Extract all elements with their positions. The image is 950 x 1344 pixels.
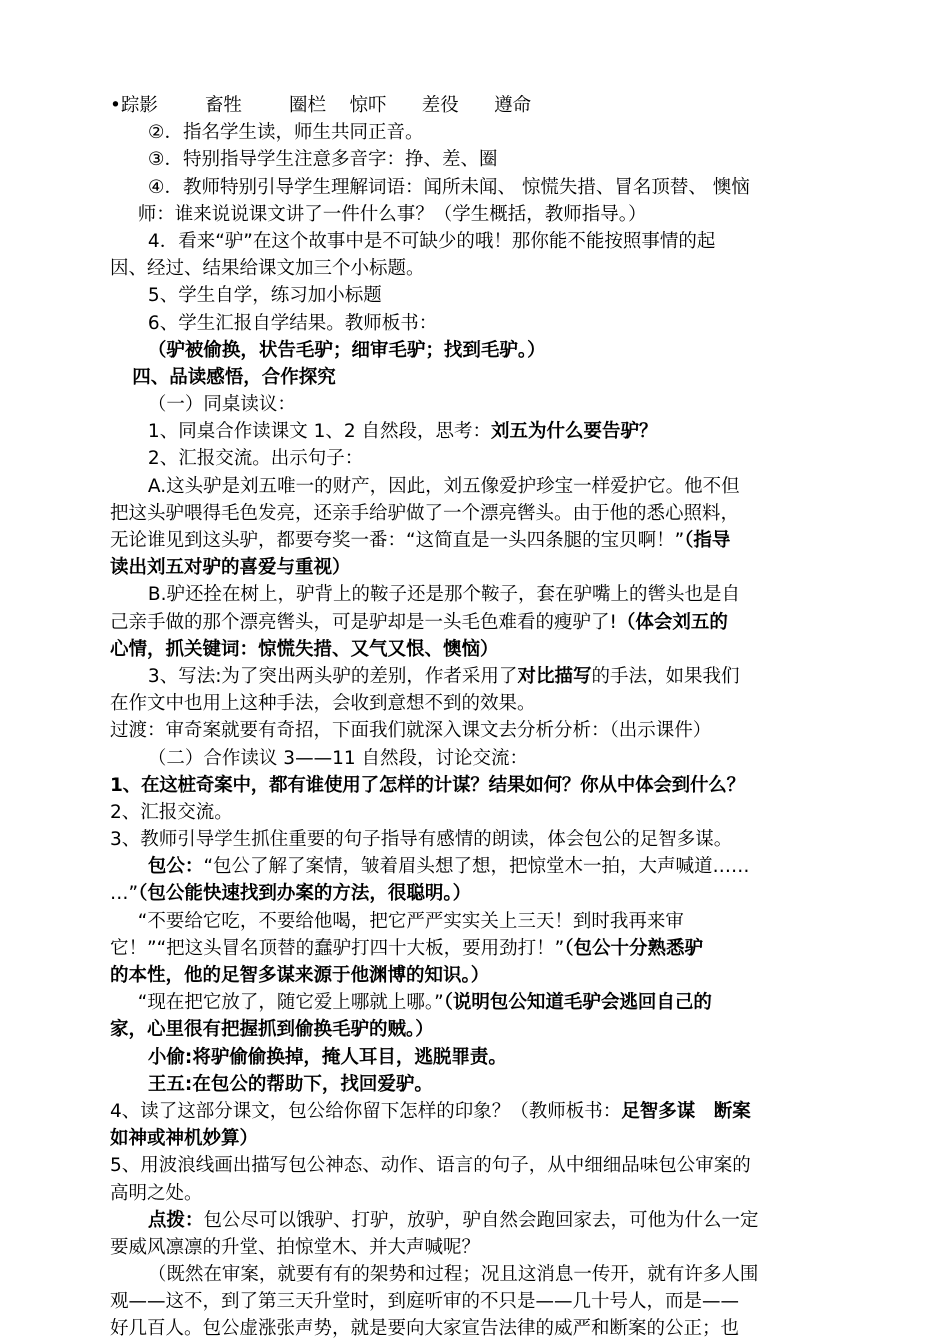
text-line-34-normal: “现在把它放了，随它爱上哪就上哪。” [137, 992, 444, 1014]
text-line-35: 家，心里很有把握抓到偷换毛驴的贼。） [110, 1019, 434, 1041]
text-line-28: 3、教师引导学生抓住重要的句子指导有感情的朗读，体会包公的足智多谋。 [110, 829, 733, 851]
text-line-14: 2、汇报交流。出示句子： [147, 448, 364, 470]
text-line-12: （一）同桌读议： [147, 394, 296, 416]
text-line-34 [110, 989, 832, 1016]
text-line-16: 把这头驴喂得毛色发亮，还亲手给驴做了一个漂亮辔头。由于他的悉心照料， [110, 502, 740, 524]
text-line-40: 5、用波浪线画出描写包公神态、动作、语言的句子，从中细细品味包公审案的 [110, 1155, 751, 1177]
text-line-44: （既然在审案，就要有有的架势和过程；况且这消息一传开，就有许多人围 [147, 1264, 759, 1286]
text-line-38-normal: 4、读了这部分课文，包公给你留下怎样的印象？（教师板书： [110, 1100, 622, 1122]
text-line-17-bold: （指导 [684, 530, 731, 551]
text-line-13-normal: 1、同桌合作读课文 1、2 自然段，思考： [147, 421, 491, 443]
text-line-42-bold: 点拨： [147, 1209, 204, 1231]
text-line-38 [110, 1098, 832, 1125]
text-line-43: 要威风凛凛的升堂、拍惊堂木、并大声喊呢？ [110, 1236, 481, 1258]
text-line-7: 因、经过、结果给课文加三个小标题。 [110, 258, 425, 280]
text-line-20-normal: 己亲手做的那个漂亮辔头，可是驴却是一头毛色难看的瘦驴了! [110, 611, 617, 633]
text-line-13-bold: 刘五为什么要告驴？ [491, 421, 658, 443]
text-line-32-normal: 它！”“把这头冒名顶替的蠢驴打四十大板，要用劲打！” [110, 937, 565, 959]
text-line-29 [110, 853, 832, 880]
text-line-3: ③．特别指导学生注意多音字：挣、差、圈 [147, 149, 498, 171]
text-line-34-bold: （说明包公知道毛驴会逃回自己的 [443, 992, 712, 1014]
text-line-2: ②．指名学生读，师生共同正音。 [147, 122, 424, 144]
text-line-17-normal: 无论谁见到这头驴，都要夸奖一番：“这简直是一头四条腿的宝贝啊！” [110, 530, 685, 551]
question-line: 1、在这桩奇案中，都有谁使用了怎样的计谋？结果如何？你从中体会到什么？ [110, 774, 745, 796]
text-line-21: 心情，抓关键词：惊慌失措、又气又恨、懊恼） [110, 638, 499, 660]
blackboard-note: （驴被偷换，状告毛驴；细审毛驴；找到毛驴。） [147, 339, 546, 361]
text-line-22-bold: 对比描写 [517, 665, 592, 687]
text-line-30-bold: （包公能快速找到办案的方法，很聪明。） [138, 883, 472, 905]
vocabulary-list: •踪影 畜牲 圈栏 惊吓 差役 遵命 [110, 95, 532, 116]
text-line-32 [110, 935, 832, 962]
text-line-22 [110, 663, 832, 690]
text-line-32-bold: （包公十分熟悉驴 [564, 937, 704, 959]
text-line-17 [110, 527, 832, 554]
wangwu-line: 王五:在包公的帮助下，找回爱驴。 [147, 1073, 433, 1095]
text-line-5: 师：谁来说说课文讲了一件什么事？（学生概括，教师指导。） [137, 203, 647, 225]
text-line-30 [110, 880, 832, 907]
text-line-20-bold: （体会刘五的 [616, 611, 728, 633]
text-line-46: 好几百人。包公虚涨张声势，就是要向大家宣告法律的威严和断案的公正；也 [110, 1318, 740, 1340]
text-line-18: 读出刘五对驴的喜爱与重视） [110, 557, 351, 579]
text-line-33: 的本性，他的足智多谋来源于他渊博的知识。） [110, 965, 490, 986]
text-line-4: ④．教师特别引导学生理解词语：闻所未闻、 惊慌失措、冒名顶替、 懊恼 [147, 176, 750, 198]
text-line-41: 高明之处。 [110, 1182, 203, 1204]
thief-line: 小偷:将驴偷偷换掉，掩人耳目，逃脱罪责。 [147, 1046, 507, 1068]
text-line-15: A.这头驴是刘五唯一的财产，因此，刘五像爱护珍宝一样爱护它。他不但 [147, 475, 740, 497]
text-line-30-normal: …” [110, 883, 139, 905]
text-line-42-normal: 包公尽可以饿驴、打驴，放驴，驴自然会跑回家去，可他为什么一定 [203, 1209, 759, 1231]
text-line-22-normal: 3、写法:为了突出两头驴的差别，作者采用了 [147, 665, 518, 687]
text-line-42 [110, 1207, 832, 1234]
text-line-29-normal: “包公了解了案情，皱着眉头想了想，把惊堂木一拍，大声喊道…… [203, 856, 750, 878]
text-line-31: “不要给它吃，不要给他喝，把它严严实实关上三天！到时我再来审 [137, 910, 684, 932]
text-line-8: 5、学生自学，练习加小标题 [147, 285, 382, 307]
text-line-39: 如神或神机妙算） [110, 1128, 259, 1150]
text-line-38-bold: 足智多谋 断案 [621, 1100, 751, 1122]
text-line-45: 观——这不，到了第三天升堂时，到庭听审的不只是——几十号人，而是—— [110, 1291, 740, 1313]
text-line-20 [110, 609, 832, 636]
text-line-29-bold: 包公： [147, 856, 204, 878]
document-body [110, 92, 832, 1343]
transition-line: 过渡：审奇案就要有奇招，下面我们就深入课文去分析分析：（出示课件） [110, 720, 712, 742]
text-line-25: （二）合作读议 3——11 自然段，讨论交流： [147, 747, 528, 769]
text-line-23: 在作文中也用上这种手法，会收到意想不到的效果。 [110, 693, 536, 715]
text-line-6: 4．看来“驴”在这个故事中是不可缺少的哦！那你能不能按照事情的起 [147, 230, 716, 252]
text-line-9: 6、学生汇报自学结果。教师板书： [147, 312, 438, 334]
text-line-27: 2、汇报交流。 [110, 801, 233, 823]
section-heading-four: 四、品读感悟，合作探究 [132, 366, 336, 388]
text-line-13 [110, 418, 832, 445]
text-line-22-tail: 的手法，如果我们 [591, 665, 740, 687]
text-line-19: B.驴还拴在树上，驴背上的鞍子还是那个鞍子，套在驴嘴上的辔头也是自 [147, 584, 740, 606]
